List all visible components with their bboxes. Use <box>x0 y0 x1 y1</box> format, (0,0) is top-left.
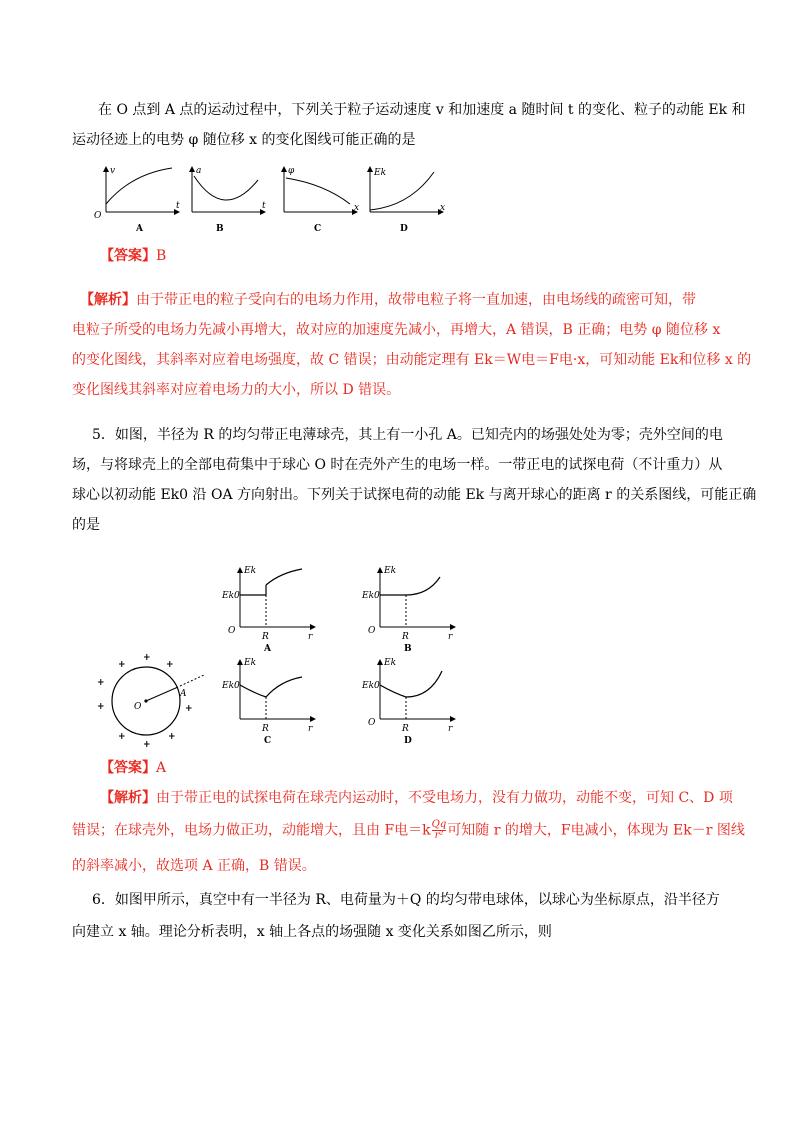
q5-analysis-frac-num: Qq <box>431 819 447 830</box>
q4-analysis-text-1: 由于带正电的粒子受向右的电场力作用，故带电粒子将一直加速，由电场线的疏密可知，带 <box>136 292 696 308</box>
q4-graph-a-xlabel: t <box>176 201 180 211</box>
q5-graph-a-origin: O <box>228 626 236 636</box>
q5-line-1: 5．如图，半径为 R 的均匀带正电薄球壳，其上有一小孔 A。已知壳内的场强处处为零；壳外空间的电 <box>92 427 723 443</box>
shell-hole-label: A <box>180 689 187 699</box>
q5-answer-key: 【答案】 <box>100 760 156 776</box>
q4-graphs <box>90 158 450 236</box>
q5-line-2: 场，与将球壳上的全部电荷集中于球心 O 时在壳外产生的电场一样。一带正电的试探电荷（不计重力）从 <box>72 457 723 473</box>
shell-charge-4: + <box>97 678 105 688</box>
q4-graph-c-ylabel: φ <box>288 166 295 176</box>
shell-charge-8: + <box>168 732 176 742</box>
q5-graph-b-origin: O <box>368 626 376 636</box>
q4-graph-a-origin: O <box>94 211 102 221</box>
shell-charge-7: + <box>118 732 126 742</box>
q5-figure <box>90 555 470 755</box>
q5-graph-c-ylabel: Ek <box>244 658 257 668</box>
q5-graph-d-origin: O <box>368 718 376 728</box>
shell-charge-9: + <box>143 740 151 750</box>
q5-graph-c-letter: C <box>264 736 272 746</box>
q4-graph-d <box>367 166 445 234</box>
q5-graph-c-xm: R <box>262 724 269 734</box>
shell-charge-1: + <box>143 653 151 663</box>
q4-graph-c-xlabel: x <box>354 203 360 213</box>
q4-graph-b <box>189 166 266 234</box>
intro-line-2: 运动径迹上的电势 φ 随位移 x 的变化图线可能正确的是 <box>72 132 416 148</box>
q4-answer-value: B <box>156 248 167 264</box>
q4-graph-b-ylabel: a <box>196 166 202 176</box>
q4-analysis-line-3: 的变化图线，其斜率对应着电场强度，故 C 错误；由动能定理有 Ek＝W电＝F电·x，可知动能 Ek和位移 x 的 <box>72 352 752 368</box>
q5-graph-a-ylabel: Ek <box>244 566 257 576</box>
q5-graph-b-xm: R <box>402 632 409 642</box>
q5-graph-a-letter: A <box>264 644 271 654</box>
q5-graph-a-xlabel: r <box>308 632 313 642</box>
shell-center-label: O <box>134 702 142 712</box>
q6-line-2: 向建立 x 轴。理论分析表明，x 轴上各点的场强随 x 变化关系如图乙所示，则 <box>72 924 552 940</box>
q5-graph-c <box>221 658 316 746</box>
q4-graph-b-letter: B <box>216 224 224 234</box>
q5-analysis-frac-den: r² <box>434 830 444 841</box>
q5-answer-value: A <box>156 760 167 776</box>
q4-graph-b-xlabel: t <box>262 201 266 211</box>
q5-analysis-line-2 <box>72 820 745 841</box>
intro-line-1: 在 O 点到 A 点的运动过程中，下列关于粒子运动速度 v 和加速度 a 随时间 t 的变化、粒子的动能 Ek 和 <box>98 102 746 118</box>
q5-analysis-text-2b: 可知随 r 的增大，F电减小，体现为 Ek－r 图线 <box>447 822 745 839</box>
q5-analysis-text-1: 由于带正电的试探电荷在球壳内运动时，不受电场力，没有力做功，动能不变，可知 C、D 项 <box>156 790 733 806</box>
q5-analysis-line-3: 的斜率减小，故选项 A 正确，B 错误。 <box>72 858 316 874</box>
q5-analysis-key: 【解析】 <box>100 790 156 806</box>
q5-graph-b-xlabel: r <box>448 632 453 642</box>
q4-graph-d-letter: D <box>400 224 408 234</box>
q5-graph-d-xlabel: r <box>448 724 453 734</box>
shell-charge-5: + <box>97 702 105 712</box>
q5-graph-a-y0: Ek0 <box>222 591 240 601</box>
q4-graph-c-letter: C <box>314 224 322 234</box>
q5-graph-b-ylabel: Ek <box>384 566 397 576</box>
q5-analysis-line-1 <box>100 788 733 808</box>
q5-graph-c-y0: Ek0 <box>222 681 240 691</box>
q4-analysis-line-1 <box>80 290 696 310</box>
q5-graph-b <box>361 566 456 654</box>
q4-graph-d-xlabel: x <box>440 203 446 213</box>
q4-graph-d-ylabel: Ek <box>374 168 387 178</box>
q5-graph-d <box>361 658 456 746</box>
q4-analysis-key: 【解析】 <box>80 292 136 308</box>
q5-graph-d-letter: D <box>404 736 412 746</box>
q6-line-1: 6．如图甲所示，真空中有一半径为 R、电荷量为＋Q 的均匀带电球体，以球心为坐标原点，沿半径方 <box>92 892 720 908</box>
q4-graph-a <box>94 166 180 234</box>
q5-graph-d-y0: Ek0 <box>362 681 380 691</box>
q5-answer <box>100 758 166 778</box>
q5-graph-d-ylabel: Ek <box>384 658 397 668</box>
q4-graph-a-letter: A <box>136 224 143 234</box>
q5-line-3: 球心以初动能 Ek0 沿 OA 方向射出。下列关于试探电荷的动能 Ek 与离开球心的距离 r 的关系图线，可能正确 <box>72 487 757 503</box>
shell-charge-2: + <box>166 660 174 670</box>
q5-graph-d-xm: R <box>402 724 409 734</box>
q4-answer-key: 【答案】 <box>100 248 156 264</box>
shell-charge-3: + <box>118 660 126 670</box>
q5-graph-b-y0: Ek0 <box>362 591 380 601</box>
q5-graph-a-xm: R <box>262 632 269 642</box>
q4-graph-a-ylabel: v <box>110 166 116 176</box>
charged-shell-diagram <box>97 653 204 750</box>
shell-charge-6: + <box>185 704 193 714</box>
q5-graph-c-xlabel: r <box>308 724 313 734</box>
q4-analysis-line-4: 变化图线其斜率对应着电场力的大小，所以 D 错误。 <box>72 382 401 398</box>
q5-analysis-text-2a: 错误；在球壳外，电场力做正功，动能增大，且由 F电＝k <box>72 822 431 839</box>
q5-analysis-fraction <box>432 820 447 841</box>
q5-graph-a <box>221 566 316 654</box>
q4-graph-c <box>281 166 359 234</box>
q4-analysis-line-2: 电粒子所受的电场力先减小再增大，故对应的加速度先减小，再增大，A 错误，B 正确；电势 φ 随位移 x <box>72 322 721 338</box>
q5-graph-b-letter: B <box>404 644 412 654</box>
q4-answer <box>100 246 166 266</box>
q5-line-4: 的是 <box>72 517 100 533</box>
